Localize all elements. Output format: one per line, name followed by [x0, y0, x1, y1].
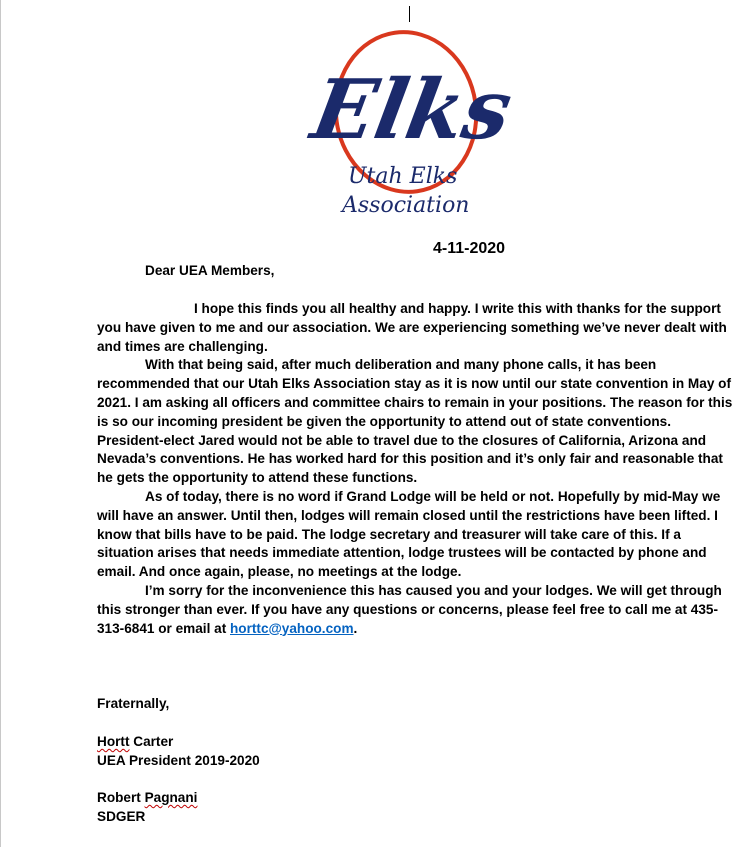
- signer-2-name: Robert Pagnani: [97, 790, 198, 805]
- signer-1: [97, 733, 260, 771]
- paragraph-2: With that being said, after much deliberation and many phone calls, it has been recommended that our Utah Elks Association stay as it is now until our state convention in May of 2021. I am asking all officers and committee chairs to remain in your positions. The reason for this is so our incoming president be given the opportunity to attend out of state conventions. President-elect Jared would not be able to travel due to the closures of California, Arizona and Nevada’s conventions. He has worked hard for this position and it’s only fair and reasonable that he gets the opportunity to attend these functions.: [97, 357, 733, 486]
- signer-2-title: SDGER: [97, 808, 146, 824]
- page-left-edge: [0, 0, 1, 847]
- paragraph-1: I hope this finds you all healthy and happy. I write this with thanks for the support you have given to me and our association. We are experiencing something we’ve never dealt with and times are challenging.: [97, 301, 727, 354]
- letter-body: [97, 300, 737, 638]
- logo-line1: Utah Elks: [348, 164, 458, 189]
- text-cursor: [409, 6, 410, 22]
- signer-1-name: Hortt Carter: [97, 734, 174, 749]
- letter-date: 4-11-2020: [433, 240, 506, 257]
- utah-elks-association-logo: [305, 28, 519, 224]
- logo-line2: Association: [342, 193, 470, 218]
- closing: Fraternally,: [97, 696, 170, 711]
- logo-elks-text: Elks: [305, 61, 519, 158]
- signer-1-title: UEA President 2019-2020: [97, 752, 260, 768]
- paragraph-4: I’m sorry for the inconvenience this has caused you and your lodges. We will get through this stronger than ever. If you have any questions or concerns, please feel free to call me at 435-313-6841 or email at horttc@yahoo.com.: [97, 582, 722, 636]
- email-link[interactable]: horttc@yahoo.com: [230, 620, 354, 636]
- signer-2: [97, 789, 197, 827]
- salutation: Dear UEA Members,: [145, 263, 275, 278]
- paragraph-3: As of today, there is no word if Grand Lodge will be held or not. Hopefully by mid-May we will have an answer. Until then, lodges will remain closed until the restrictions have been lifted. I know that bills have to be paid. The lodge secretary and treasurer will take care of this. If a situation arises that needs immediate attention, lodge trustees will be contacted by phone and email. And once again, please, no meetings at the lodge.: [97, 488, 721, 580]
